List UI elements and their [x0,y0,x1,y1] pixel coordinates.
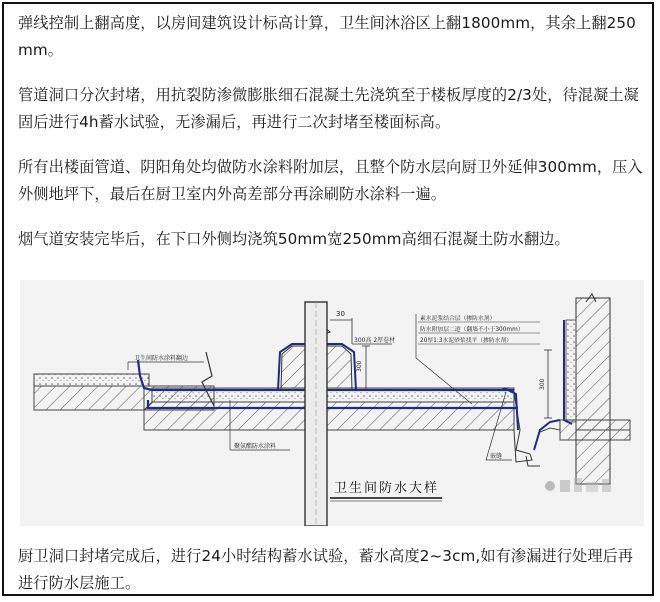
paragraph-pipe-opening-sealing: 管道洞口分次封堵，用抗裂防渗微膨胀细石混凝土先浇筑至于楼板厚度的2/3处，待混凝土凝固后进行4h蓄水试验，无渗漏后，再进行二次封堵至楼面标高。 [18,86,639,131]
svg-text:20厚1:3水泥砂浆找平（掺防水剂）: 20厚1:3水泥砂浆找平（掺防水剂） [420,338,513,344]
pipe-collar-left [281,346,305,390]
svg-text:聚氨酯防水涂料: 聚氨酯防水涂料 [234,443,277,450]
svg-text:30: 30 [336,310,345,318]
svg-text:300高 2厚卷材: 300高 2厚卷材 [354,337,396,344]
main-slab [144,386,518,430]
pipe-note [352,336,395,344]
right-floor [540,428,560,440]
paragraph-water-test: 厨卫洞口封堵完成后，进行24小时结构蓄水试验，蓄水高度2~3cm,如有渗漏进行处理后再进行防水层施工。 [18,547,634,592]
svg-text:防水附加层二道（翻墙不小于300mm）: 防水附加层二道（翻墙不小于300mm） [420,327,524,333]
svg-text:卫生间防水涂料翻边: 卫生间防水涂料翻边 [134,355,189,362]
page-frame [2,2,654,596]
waterproof-detail-drawing [20,280,644,526]
dimension-30 [330,310,352,344]
paragraph-flue-upturn: 烟气道安装完毕后，在下口外侧均浇筑50mm宽250mm高细石混凝土防水翻边。 [18,230,570,248]
svg-text:卫生间防水大样: 卫生间防水大样 [334,481,440,496]
svg-text:300: 300 [356,360,363,372]
pipe-collar-right [327,346,352,390]
svg-text:300: 300 [539,378,546,390]
dimension-300-right [539,350,552,418]
svg-text:素水泥浆结合层（掺防水剂）: 素水泥浆结合层（掺防水剂） [420,316,496,322]
paragraph-corner-reinforcement: 所有出楼面管道、阴阳角处均做防水涂料附加层，且整个防水层向厨卫外延伸300mm，压入外侧地坪下，最后在厨卫室内外高差部分再涂刷防水涂料一遍。 [18,158,643,203]
right-wall [560,294,630,484]
vertical-pipe [305,302,327,526]
dimension-300-left [356,346,370,390]
paragraph-upturn-height: 弹线控制上翻高度，以房间建筑设计标高计算，卫生间沐浴区上翻1800mm，其余上翻250mm。 [18,14,636,59]
drawing-title [330,480,442,501]
svg-text:嵌缝: 嵌缝 [490,453,503,460]
